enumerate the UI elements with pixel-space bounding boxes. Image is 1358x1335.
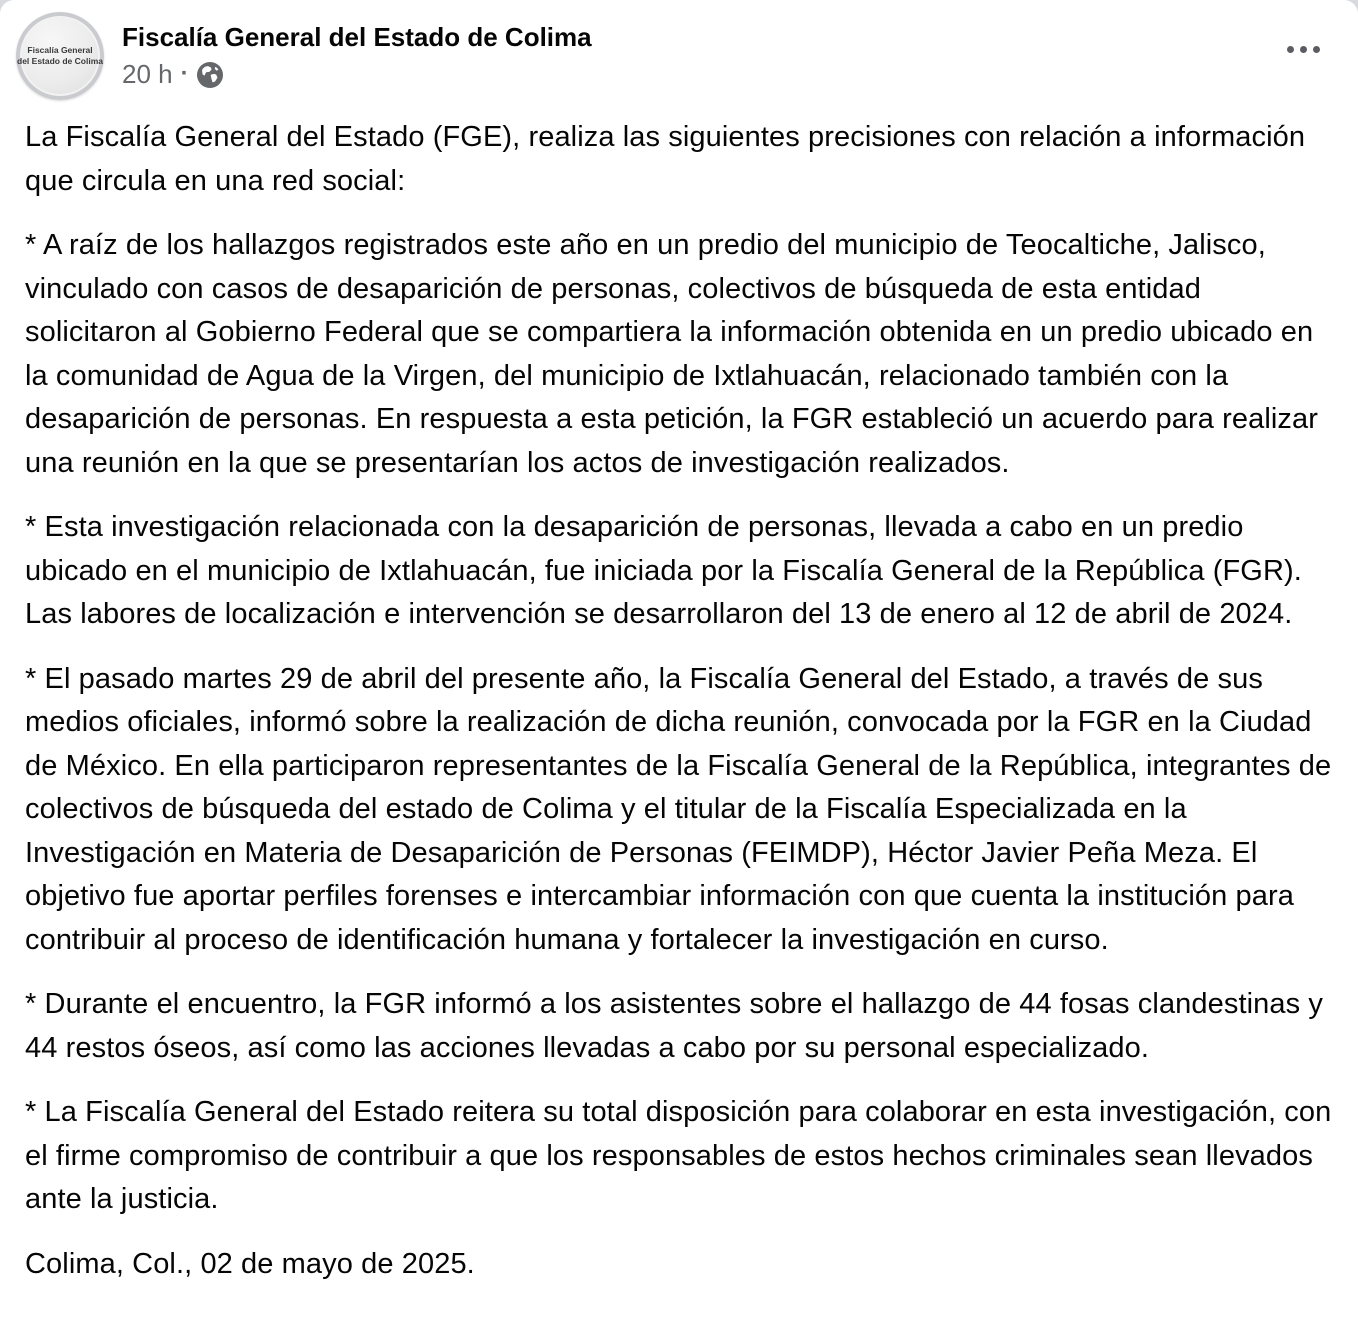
globe-icon [197,62,223,88]
meta-separator: · [180,60,189,88]
post-paragraph: La Fiscalía General del Estado (FGE), realiza las siguientes precisiones con relación a información que circula en una red social: [25,121,1306,197]
post-options-button[interactable] [1279,38,1328,61]
avatar-text-line-1: Fiscalía General [27,45,93,56]
post-paragraph: * Esta investigación relacionada con la desaparición de personas, llevada a cabo en un predio ubicado en el municipio de Ixtlahuacán, fue iniciada por la Fiscalía General de la República (FGR). Las labores de localización e intervención se desarrollaron del 13 de enero al 12 de abril de 2024. [25,511,1302,630]
post-body-text [0,100,1358,1286]
post-paragraph: * El pasado martes 29 de abril del presente año, la Fiscalía General del Estado, a través de sus medios oficiales, informó sobre la realización de dicha reunión, convocada por la FGR en la Ciudad de México. En ella participaron representantes de la Fiscalía General de la República, integrantes de colectivos de búsqueda del estado de Colima y el titular de la Fiscalía Especializada en la Investigación en Materia de Desaparición de Personas (FEIMDP), Héctor Javier Peña Meza. El objetivo fue aportar perfiles forenses e intercambiar información con que cuenta la institución para contribuir al proceso de identificación humana y fortalecer la investigación en curso. [25,662,1332,956]
post-paragraph: * La Fiscalía General del Estado reitera su total disposición para colaborar en esta investigación, con el firme compromiso de contribuir a que los responsables de estos hechos criminales sean llevados ante la justicia. [25,1096,1332,1215]
avatar[interactable] [16,12,104,100]
ellipsis-icon [1287,46,1294,53]
post-paragraph: * Durante el encuentro, la FGR informó a los asistentes sobre el hallazgo de 44 fosas clandestinas y 44 restos óseos, así como las acciones llevadas a cabo por su personal especializado. [25,988,1323,1064]
author-name-link[interactable]: Fiscalía General del Estado de Colima [122,22,592,52]
header-text [122,12,592,89]
timestamp-link[interactable]: 20 h [122,59,173,90]
avatar-text-line-2: del Estado de Colima [17,56,103,66]
post-meta [122,60,592,89]
post-paragraph: * A raíz de los hallazgos registrados este año en un predio del municipio de Teocaltiche, Jalisco, vinculado con casos de desaparición de personas, colectivos de búsqueda de esta entidad solicitaron al Gobierno Federal que se compartiera la información obtenida en un predio ubicado en la comunidad de Agua de la Virgen, del municipio de Ixtlahuacán, relacionado también con la desaparición de personas. En respuesta a esta petición, la FGR estableció un acuerdo para realizar una reunión en la que se presentarían los actos de investigación realizados. [25,229,1318,479]
post-header [0,0,1358,100]
post-paragraph: Colima, Col., 02 de mayo de 2025. [25,1247,475,1280]
